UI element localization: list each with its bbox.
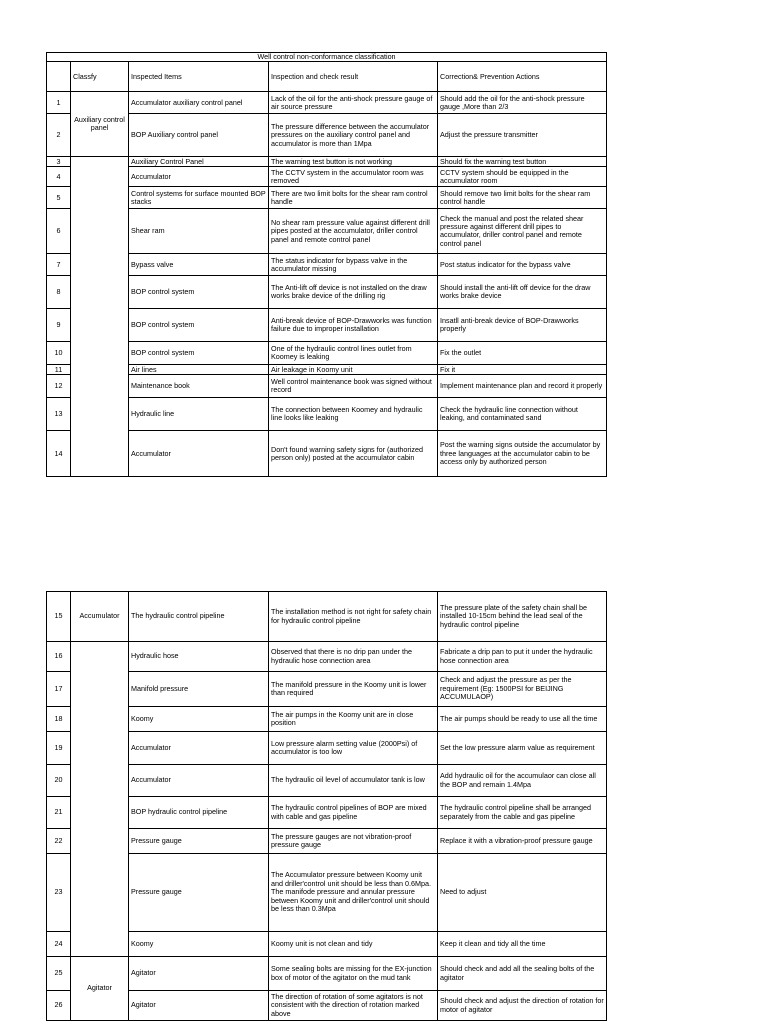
row-number: 19 bbox=[47, 732, 71, 765]
classification-table-part-1 bbox=[46, 52, 607, 477]
table-row bbox=[47, 187, 607, 209]
inspection-result: There are two limit bolts for the shear ram control handle bbox=[269, 187, 438, 209]
row-number: 8 bbox=[47, 276, 71, 309]
corrective-action: Need to adjust bbox=[438, 854, 607, 932]
inspection-result: The hydraulic oil level of accumulator tank is low bbox=[269, 765, 438, 797]
inspection-result: The status indicator for bypass valve in the accumulator missing bbox=[269, 254, 438, 276]
inspection-result: Lack of the oil for the anti-shock pressure gauge of air source pressure bbox=[269, 92, 438, 114]
row-number: 5 bbox=[47, 187, 71, 209]
row-number: 7 bbox=[47, 254, 71, 276]
corrective-action: Fix it bbox=[438, 365, 607, 375]
table-title: Well control non-conformance classification bbox=[47, 53, 607, 62]
corrective-action: Replace it with a vibration-proof pressure gauge bbox=[438, 829, 607, 854]
inspection-result: The pressure gauges are not vibration-proof pressure gauge bbox=[269, 829, 438, 854]
table-row bbox=[47, 209, 607, 254]
inspected-item: Bypass valve bbox=[129, 254, 269, 276]
corrective-action: Set the low pressure alarm value as requirement bbox=[438, 732, 607, 765]
inspected-item: Accumulator bbox=[129, 167, 269, 187]
table-row bbox=[47, 672, 607, 707]
row-number: 22 bbox=[47, 829, 71, 854]
table-row bbox=[47, 276, 607, 309]
inspection-result: Low pressure alarm setting value (2000Psi) of accumulator is too low bbox=[269, 732, 438, 765]
table-row bbox=[47, 398, 607, 431]
table-row bbox=[47, 707, 607, 732]
table-row bbox=[47, 254, 607, 276]
inspected-item: Maintenance book bbox=[129, 375, 269, 398]
row-number: 20 bbox=[47, 765, 71, 797]
classify-cell-blank bbox=[71, 157, 129, 477]
row-number: 23 bbox=[47, 854, 71, 932]
inspection-result: Don't found warning safety signs for (authorized person only) posted at the accumulator cabin bbox=[269, 431, 438, 477]
row-number: 13 bbox=[47, 398, 71, 431]
corrective-action: Fabricate a drip pan to put it under the hydraulic hose connection area bbox=[438, 642, 607, 672]
group-classify-cell: Agitator bbox=[71, 957, 129, 1021]
table-row bbox=[47, 92, 607, 114]
row-number: 17 bbox=[47, 672, 71, 707]
inspection-result: Koomy unit is not clean and tidy bbox=[269, 932, 438, 957]
corrective-action: Keep it clean and tidy all the time bbox=[438, 932, 607, 957]
inspected-item: Accumulator bbox=[129, 732, 269, 765]
corrective-action: Check the hydraulic line connection without leaking, and contaminated sand bbox=[438, 398, 607, 431]
inspected-item: Hydraulic line bbox=[129, 398, 269, 431]
group-classify-cell: Auxiliary control panel bbox=[71, 92, 129, 157]
inspection-result: The warning test button is not working bbox=[269, 157, 438, 167]
inspected-item: Pressure gauge bbox=[129, 854, 269, 932]
row-number: 25 bbox=[47, 957, 71, 991]
table-row bbox=[47, 167, 607, 187]
header-classify: Classfy bbox=[71, 62, 129, 92]
inspection-result: Observed that there is no drip pan under the hydraulic hose connection area bbox=[269, 642, 438, 672]
corrective-action: Adjust the pressure transmitter bbox=[438, 114, 607, 157]
row-number: 12 bbox=[47, 375, 71, 398]
corrective-action: Should fix the warning test button bbox=[438, 157, 607, 167]
inspection-result: Air leakage in Koomy unit bbox=[269, 365, 438, 375]
inspected-item: Koomy bbox=[129, 932, 269, 957]
header-no bbox=[47, 62, 71, 92]
corrective-action: Check and adjust the pressure as per the requirement (Eg: 1500PSI for BEIJING ACCUMULAOP) bbox=[438, 672, 607, 707]
table-row bbox=[47, 932, 607, 957]
inspected-item: Shear ram bbox=[129, 209, 269, 254]
inspection-result: One of the hydraulic control lines outlet from Koomey is leaking bbox=[269, 342, 438, 365]
table-row bbox=[47, 732, 607, 765]
row-number: 21 bbox=[47, 797, 71, 829]
corrective-action: Post the warning signs outside the accumulator by three languages at the accumulator cabin to be access only by authorized person bbox=[438, 431, 607, 477]
inspection-result: The connection between Koomey and hydraulic line looks like leaking bbox=[269, 398, 438, 431]
inspected-item: The hydraulic control pipeline bbox=[129, 592, 269, 642]
corrective-action: Should check and adjust the direction of rotation for motor of agitator bbox=[438, 991, 607, 1021]
row-number: 15 bbox=[47, 592, 71, 642]
table-row bbox=[47, 957, 607, 991]
corrective-action: Post status indicator for the bypass valve bbox=[438, 254, 607, 276]
header-corrective-actions: Correction& Prevention Actions bbox=[438, 62, 607, 92]
corrective-action: Implement maintenance plan and record it properly bbox=[438, 375, 607, 398]
inspection-result: The installation method is not right for safety chain for hydraulic control pipeline bbox=[269, 592, 438, 642]
inspected-item: Koomy bbox=[129, 707, 269, 732]
inspected-item: BOP Auxiliary control panel bbox=[129, 114, 269, 157]
row-number: 14 bbox=[47, 431, 71, 477]
inspection-result: The hydraulic control pipelines of BOP are mixed with cable and gas pipeline bbox=[269, 797, 438, 829]
inspected-item: Auxiliary Control Panel bbox=[129, 157, 269, 167]
table-row bbox=[47, 375, 607, 398]
inspected-item: Manifold pressure bbox=[129, 672, 269, 707]
table-row bbox=[47, 431, 607, 477]
corrective-action: Fix the outlet bbox=[438, 342, 607, 365]
inspection-result: Anti-break device of BOP-Drawworks was function failure due to improper installation bbox=[269, 309, 438, 342]
corrective-action: The air pumps should be ready to use all the time bbox=[438, 707, 607, 732]
inspected-item: Accumulator bbox=[129, 765, 269, 797]
inspection-result: The manifold pressure in the Koomy unit is lower than required bbox=[269, 672, 438, 707]
corrective-action: Should install the anti-lift off device for the draw works brake device bbox=[438, 276, 607, 309]
inspection-result: The pressure difference between the accumulator pressures on the auxiliary control panel and accumulator is more than 1Mpa bbox=[269, 114, 438, 157]
row-number: 3 bbox=[47, 157, 71, 167]
inspection-result: No shear ram pressure value against different drill pipes posted at the accumulator, driller control panel and remote control panel bbox=[269, 209, 438, 254]
table-row bbox=[47, 829, 607, 854]
inspected-item: Pressure gauge bbox=[129, 829, 269, 854]
inspected-item: Air lines bbox=[129, 365, 269, 375]
row-number: 4 bbox=[47, 167, 71, 187]
inspection-result: The CCTV system in the accumulator room was removed bbox=[269, 167, 438, 187]
corrective-action: The hydraulic control pipeline shall be arranged separately from the cable and gas pipeline bbox=[438, 797, 607, 829]
row-number: 10 bbox=[47, 342, 71, 365]
inspected-item: Agitator bbox=[129, 957, 269, 991]
corrective-action: The pressure plate of the safety chain shall be installed 10-15cm behind the lead seal of the hydraulic control pipeline bbox=[438, 592, 607, 642]
classify-cell-blank bbox=[71, 642, 129, 957]
inspection-result: Well control maintenance book was signed without record bbox=[269, 375, 438, 398]
row-number: 16 bbox=[47, 642, 71, 672]
inspection-result: The air pumps in the Koomy unit are in close position bbox=[269, 707, 438, 732]
table-row bbox=[47, 365, 607, 375]
inspected-item: BOP hydraulic control pipeline bbox=[129, 797, 269, 829]
inspected-item: Accumulator auxiliary control panel bbox=[129, 92, 269, 114]
table-row bbox=[47, 642, 607, 672]
corrective-action: Check the manual and post the related shear pressure against different drill pipes to accumulator, driller control panel and remote control panel bbox=[438, 209, 607, 254]
inspected-item: Agitator bbox=[129, 991, 269, 1021]
table-row bbox=[47, 157, 607, 167]
corrective-action: CCTV system should be equipped in the accumulator room bbox=[438, 167, 607, 187]
corrective-action: Should check and add all the sealing bolts of the agitator bbox=[438, 957, 607, 991]
inspected-item: BOP control system bbox=[129, 342, 269, 365]
corrective-action: Should add the oil for the anti-shock pressure gauge ,More than 2/3 bbox=[438, 92, 607, 114]
table-row bbox=[47, 797, 607, 829]
corrective-action: Insatll anti-break device of BOP-Drawworks properly bbox=[438, 309, 607, 342]
table-row bbox=[47, 854, 607, 932]
corrective-action: Add hydraulic oil for the accumulaor can close all the BOP and remain 1.4Mpa bbox=[438, 765, 607, 797]
header-inspected-items: Inspected Items bbox=[129, 62, 269, 92]
inspected-item: BOP control system bbox=[129, 276, 269, 309]
table-row bbox=[47, 309, 607, 342]
table-row bbox=[47, 765, 607, 797]
header-inspection-result: Inspection and check result bbox=[269, 62, 438, 92]
inspected-item: Accumulator bbox=[129, 431, 269, 477]
table-row bbox=[47, 114, 607, 157]
inspection-result: The direction of rotation of some agitators is not consistent with the direction of rotation marked above bbox=[269, 991, 438, 1021]
inspection-result: The Accumulator pressure between Koomy unit and driller'control unit should be less than 0.6Mpa. The manifode pressure and annular pressure between Koomy unit and driller'control unit should be less than 0.3Mpa bbox=[269, 854, 438, 932]
row-number: 18 bbox=[47, 707, 71, 732]
inspection-result: The Anti-lift off device is not installed on the draw works brake device of the drilling rig bbox=[269, 276, 438, 309]
table-row bbox=[47, 991, 607, 1021]
row-number: 2 bbox=[47, 114, 71, 157]
inspection-result: Some sealing bolts are missing for the EX-junction box of motor of the agitator on the mud tank bbox=[269, 957, 438, 991]
row-number: 9 bbox=[47, 309, 71, 342]
row-number: 6 bbox=[47, 209, 71, 254]
corrective-action: Should remove two limit bolts for the shear ram control handle bbox=[438, 187, 607, 209]
row-number: 11 bbox=[47, 365, 71, 375]
row-number: 1 bbox=[47, 92, 71, 114]
inspected-item: Hydraulic hose bbox=[129, 642, 269, 672]
group-classify-cell: Accumulator bbox=[71, 592, 129, 642]
table-row bbox=[47, 592, 607, 642]
row-number: 24 bbox=[47, 932, 71, 957]
inspected-item: BOP control system bbox=[129, 309, 269, 342]
classification-table-part-2 bbox=[46, 591, 607, 1021]
row-number: 26 bbox=[47, 991, 71, 1021]
inspected-item: Control systems for surface mounted BOP stacks bbox=[129, 187, 269, 209]
table-row bbox=[47, 342, 607, 365]
